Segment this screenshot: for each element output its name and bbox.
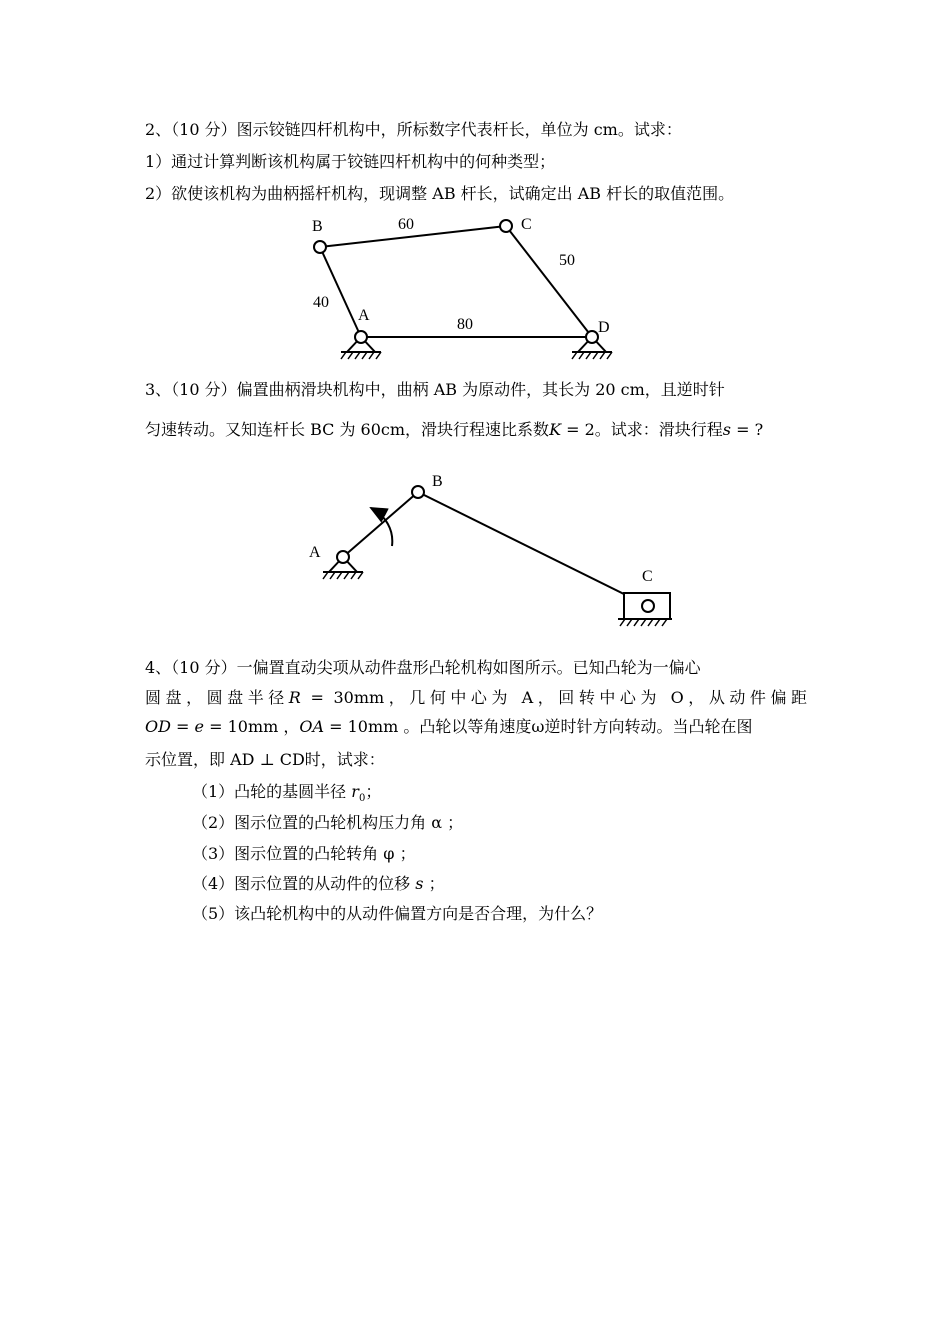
q2-title: 2、（10 分）图示铰链四杆机构中，所标数字代表杆长，单位为 cm。试求： (145, 120, 682, 139)
rotation-arrow (371, 508, 392, 546)
q4-item-2 (192, 811, 463, 835)
q4-oa-symbol: OA (299, 717, 325, 736)
joint-c2 (642, 600, 654, 612)
length-ab: 40 (313, 294, 329, 311)
label-a2: A (309, 544, 321, 561)
q4-line1: 4、（10 分）一偏置直动尖项从动件盘形凸轮机构如图所示。已知凸轮为一偏心 (145, 658, 701, 677)
q4-item-4 (192, 872, 445, 896)
q4-od-symbol: OD (145, 717, 171, 736)
q4-item-1-end: ； (365, 782, 382, 801)
length-ad: 80 (457, 316, 473, 333)
q4-item-3-end: ； (394, 844, 416, 863)
q4-line2-b: ，几何中心为 A，回转中心为 O，从动件偏距 (384, 688, 807, 707)
slider-guide (618, 619, 672, 626)
q4-phi-symbol: φ (383, 844, 395, 863)
q3-line2-a: 匀速转动。又知连杆长 BC 为 60cm，滑块行程速比系数 (145, 420, 550, 439)
link-cd (506, 226, 592, 337)
q3-k-symbol: K (549, 420, 562, 439)
q2-sub1: 1）通过计算判断该机构属于铰链四杆机构中的何种类型； (145, 152, 556, 171)
q4-s-symbol: s (415, 874, 424, 893)
q4-item-3-text: （3）图示位置的凸轮转角 (192, 844, 384, 863)
q4-e-value: = 10mm (204, 717, 279, 736)
q4-line4 (145, 748, 385, 772)
q3-k-value: = 2 (561, 420, 595, 439)
label-b2: B (432, 473, 443, 490)
q4-item-3 (192, 842, 416, 866)
q4-line2 (145, 686, 807, 710)
q4-item-2-text: （2）图示位置的凸轮机构压力角 (192, 813, 432, 832)
label-c: C (521, 216, 532, 233)
q3-s-question: = ? (731, 420, 764, 439)
q3-line2-b: 。试求：滑块行程 (594, 420, 723, 439)
joint-a (355, 331, 367, 343)
q4-line2-a: 圆盘，圆盘半径 (145, 688, 289, 707)
q4-item-4-end: ； (423, 874, 445, 893)
q4-item-5 (192, 902, 602, 926)
q4-r-value: = 30mm (300, 688, 385, 707)
q4-line4-a: 示位置，即 (145, 750, 231, 769)
q4-line4-b: 时，试求： (304, 750, 385, 769)
label-d: D (598, 319, 610, 336)
slider-crank-figure (323, 486, 672, 626)
q4-sep: ， (278, 717, 300, 736)
q4-line3-b: 。凸轮以等角速度ω逆时针方向转动。当凸轮在图 (398, 717, 753, 736)
length-cd: 50 (559, 252, 575, 269)
q4-oa-value: = 10mm (324, 717, 399, 736)
q4-condition: AD ⊥ CD (230, 750, 305, 769)
joint-b2 (412, 486, 424, 498)
label-c2: C (642, 568, 653, 585)
joint-b (314, 241, 326, 253)
link-ab (320, 247, 361, 337)
four-bar-linkage-figure (314, 220, 612, 359)
q4-item-4-text: （4）图示位置的从动件的位移 (192, 874, 416, 893)
joint-a2 (337, 551, 349, 563)
q4-item-1-text: （1）凸轮的基圆半径 (192, 782, 352, 801)
connecting-rod-bc (418, 492, 648, 606)
q2-sub2: 2）欲使该机构为曲柄摇杆机构，现调整 AB 杆长，试确定出 AB 杆长的取值范围。 (145, 184, 735, 203)
q4-item-1 (192, 780, 381, 811)
q4-r0-symbol: r (351, 782, 359, 801)
q4-line3 (145, 715, 752, 739)
q4-item-5-text: （5）该凸轮机构中的从动件偏置方向是否合理，为什么？ (192, 904, 603, 923)
q4-r-symbol: R (288, 688, 301, 707)
joint-c (500, 220, 512, 232)
label-a: A (358, 307, 370, 324)
label-b: B (312, 218, 323, 235)
length-bc: 60 (398, 216, 414, 233)
q4-r0-subscript: 0 (358, 793, 366, 805)
crank-ab (343, 492, 418, 557)
joint-d (586, 331, 598, 343)
q3-s-symbol: s (722, 420, 732, 439)
q4-item-2-end: ； (442, 813, 464, 832)
q3-line2 (145, 418, 763, 442)
q4-alpha-symbol: α (431, 813, 443, 832)
q3-line1: 3、（10 分）偏置曲柄滑块机构中，曲柄 AB 为原动件，其长为 20 cm，且逆时针 (145, 380, 725, 399)
q4-eq1: = (170, 717, 195, 736)
q4-e-symbol: e (194, 717, 204, 736)
